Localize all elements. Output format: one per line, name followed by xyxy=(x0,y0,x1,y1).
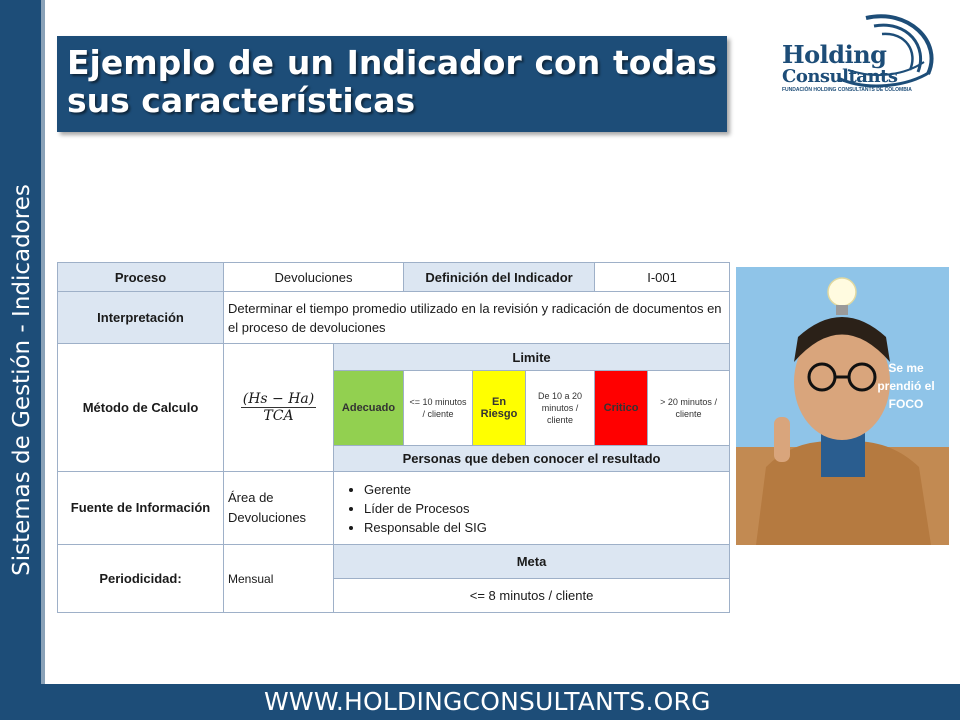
logo-text-consultants: Consultants xyxy=(782,66,898,87)
photo-caption-3: FOCO xyxy=(888,397,924,411)
logo-text-holding: Holding xyxy=(782,40,887,69)
interpretacion-label: Interpretación xyxy=(58,292,224,344)
definicion-value: I-001 xyxy=(595,263,730,292)
level-adecuado-range: <= 10 minutos / cliente xyxy=(404,371,473,446)
formula-numerator: (Hs − Ha) xyxy=(242,391,315,407)
slide-title-box xyxy=(57,36,727,132)
personas-list-cell xyxy=(334,472,730,545)
holding-consultants-logo xyxy=(778,12,943,98)
list-item: • Responsable del SIG xyxy=(364,518,725,537)
formula-denominator: TCA xyxy=(263,408,294,424)
proceso-label: Proceso xyxy=(58,263,224,292)
definicion-label: Definición del Indicador xyxy=(404,263,595,292)
metodo-label: Método de Calculo xyxy=(58,344,224,472)
meta-label: Meta xyxy=(334,545,730,579)
list-item: • Líder de Procesos xyxy=(364,499,725,518)
photo-caption-1: Se me xyxy=(888,361,924,375)
sidebar-title: Sistemas de Gestión - Indicadores xyxy=(9,184,35,576)
limite-label: Limite xyxy=(334,344,730,371)
logo-subtitle: FUNDACIÓN HOLDING CONSULTANTS DE COLOMBIA xyxy=(782,87,912,93)
personas-list xyxy=(338,480,725,537)
periodicidad-value: Mensual xyxy=(224,545,334,613)
proceso-value: Devoluciones xyxy=(224,263,404,292)
slide-title: Ejemplo de un Indicador con todas sus características xyxy=(67,43,717,120)
list-item: • Gerente xyxy=(364,480,725,499)
fuente-value: Área de Devoluciones xyxy=(224,472,334,545)
level-en-riesgo-range: De 10 a 20 minutos / cliente xyxy=(526,371,595,446)
formula xyxy=(224,344,334,472)
indicator-table xyxy=(57,262,730,613)
interpretacion-value: Determinar el tiempo promedio utilizado en la revisión y radicación de documentos en el proceso de devoluciones xyxy=(224,292,730,344)
level-critico-range: > 20 minutos / cliente xyxy=(648,371,730,446)
level-en-riesgo: En Riesgo xyxy=(473,371,526,446)
fuente-label: Fuente de Información xyxy=(58,472,224,545)
level-critico: Critico xyxy=(595,371,648,446)
photo-caption-2: prendió el xyxy=(877,379,935,393)
periodicidad-label: Periodicidad: xyxy=(58,545,224,613)
meta-value: <= 8 minutos / cliente xyxy=(334,579,730,613)
lightbulb-idea-photo xyxy=(736,267,949,545)
level-adecuado: Adecuado xyxy=(334,371,404,446)
footer-url[interactable]: WWW.HOLDINGCONSULTANTS.ORG xyxy=(264,687,711,716)
personas-label: Personas que deben conocer el resultado xyxy=(334,446,730,472)
